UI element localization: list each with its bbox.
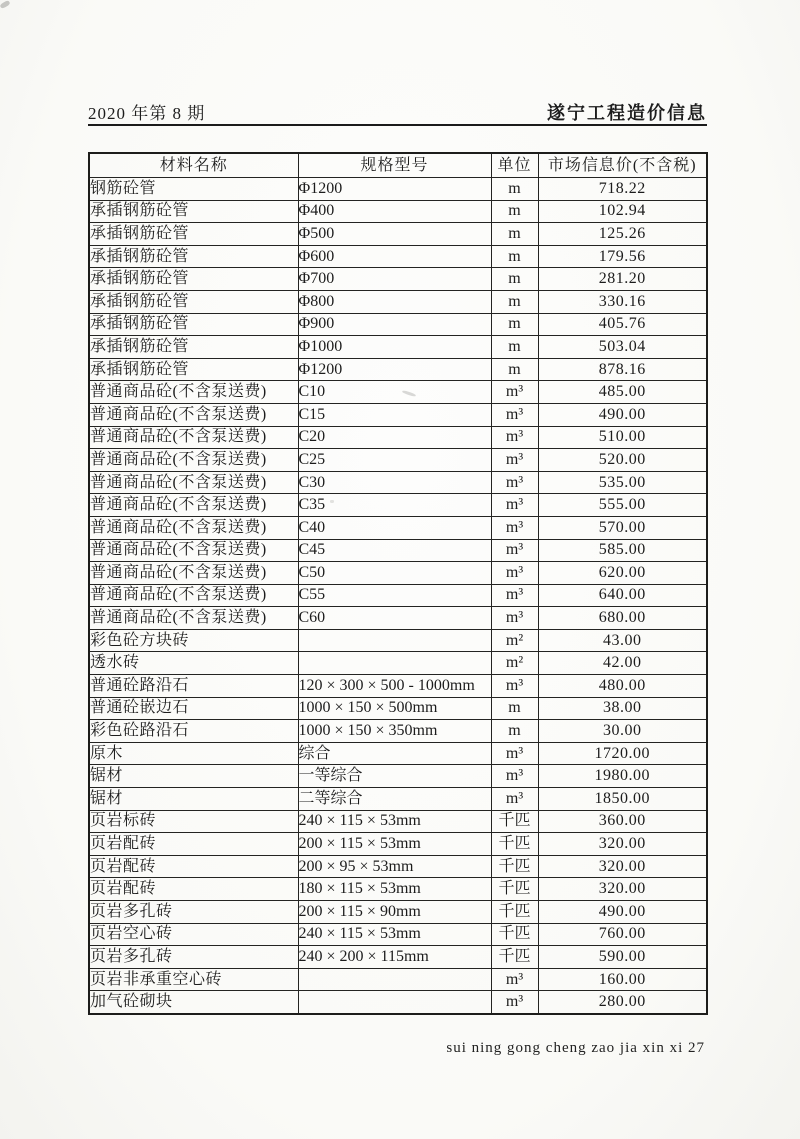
unit-cell: m³ <box>491 788 538 811</box>
spec-cell: 1000 × 150 × 500mm <box>298 697 491 720</box>
unit-cell: m <box>491 313 538 336</box>
spec-cell: C20 <box>298 426 491 449</box>
spec-cell: C40 <box>298 516 491 539</box>
unit-cell: 千匹 <box>491 855 538 878</box>
spec-cell: Φ1200 <box>298 358 491 381</box>
table-row <box>89 675 707 698</box>
unit-cell: m <box>491 336 538 359</box>
spec-cell: 240 × 200 × 115mm <box>298 946 491 969</box>
price-cell: 510.00 <box>538 426 707 449</box>
material-name-cell: 原木 <box>89 742 298 765</box>
unit-cell: m <box>491 720 538 743</box>
unit-cell: m³ <box>491 968 538 991</box>
price-cell: 590.00 <box>538 946 707 969</box>
table-row <box>89 765 707 788</box>
table-row <box>89 855 707 878</box>
material-name-cell: 承插钢筋砼管 <box>89 358 298 381</box>
unit-cell: m³ <box>491 584 538 607</box>
table-row <box>89 200 707 223</box>
table-row <box>89 268 707 291</box>
price-cell: 320.00 <box>538 878 707 901</box>
price-cell: 42.00 <box>538 652 707 675</box>
unit-cell: m³ <box>491 742 538 765</box>
price-cell: 160.00 <box>538 968 707 991</box>
header-rule <box>88 124 707 126</box>
table-row <box>89 697 707 720</box>
table-row <box>89 449 707 472</box>
spec-cell: C60 <box>298 607 491 630</box>
material-name-cell: 普通商品砼(不含泵送费) <box>89 471 298 494</box>
table-row <box>89 223 707 246</box>
unit-cell: m³ <box>491 765 538 788</box>
table-row <box>89 584 707 607</box>
material-name-cell: 普通商品砼(不含泵送费) <box>89 426 298 449</box>
spec-cell <box>298 968 491 991</box>
table-row <box>89 516 707 539</box>
spec-cell: Φ400 <box>298 200 491 223</box>
spec-cell: Φ900 <box>298 313 491 336</box>
table-row <box>89 991 707 1014</box>
unit-cell: 千匹 <box>491 946 538 969</box>
material-name-cell: 页岩非承重空心砖 <box>89 968 298 991</box>
table-row <box>89 607 707 630</box>
price-cell: 520.00 <box>538 449 707 472</box>
table-row <box>89 810 707 833</box>
price-cell: 480.00 <box>538 675 707 698</box>
unit-cell: m³ <box>491 494 538 517</box>
spec-cell: 200 × 115 × 90mm <box>298 901 491 924</box>
spec-cell: C30 <box>298 471 491 494</box>
unit-cell: 千匹 <box>491 833 538 856</box>
table-row <box>89 313 707 336</box>
unit-cell: 千匹 <box>491 878 538 901</box>
table-row <box>89 358 707 381</box>
column-header-unit: 单位 <box>491 153 538 178</box>
spec-cell: Φ1000 <box>298 336 491 359</box>
column-header-material: 材料名称 <box>89 153 298 178</box>
journal-title: 遂宁工程造价信息 <box>547 103 707 123</box>
spec-cell: C50 <box>298 562 491 585</box>
price-cell: 330.16 <box>538 290 707 313</box>
price-cell: 320.00 <box>538 833 707 856</box>
spec-cell: C10 <box>298 381 491 404</box>
price-cell: 640.00 <box>538 584 707 607</box>
price-cell: 503.04 <box>538 336 707 359</box>
spec-cell: 180 × 115 × 53mm <box>298 878 491 901</box>
table-row <box>89 178 707 201</box>
unit-cell: m² <box>491 629 538 652</box>
unit-cell: m³ <box>491 426 538 449</box>
unit-cell: m <box>491 358 538 381</box>
material-name-cell: 承插钢筋砼管 <box>89 313 298 336</box>
column-header-spec: 规格型号 <box>298 153 491 178</box>
price-cell: 320.00 <box>538 855 707 878</box>
material-name-cell: 普通商品砼(不含泵送费) <box>89 562 298 585</box>
material-name-cell: 普通商品砼(不含泵送费) <box>89 516 298 539</box>
spec-cell: 综合 <box>298 742 491 765</box>
material-name-cell: 锯材 <box>89 788 298 811</box>
material-name-cell: 彩色砼方块砖 <box>89 629 298 652</box>
material-name-cell: 透水砖 <box>89 652 298 675</box>
table-row <box>89 833 707 856</box>
unit-cell: m³ <box>491 607 538 630</box>
spec-cell: C55 <box>298 584 491 607</box>
table-row <box>89 403 707 426</box>
price-table-body <box>89 178 707 1014</box>
price-cell: 570.00 <box>538 516 707 539</box>
material-name-cell: 页岩多孔砖 <box>89 946 298 969</box>
unit-cell: m <box>491 200 538 223</box>
issue-label: 2020 年第 8 期 <box>88 104 206 123</box>
spec-cell: 200 × 95 × 53mm <box>298 855 491 878</box>
table-row <box>89 720 707 743</box>
table-row <box>89 494 707 517</box>
price-cell: 405.76 <box>538 313 707 336</box>
price-cell: 43.00 <box>538 629 707 652</box>
material-name-cell: 钢筋砼管 <box>89 178 298 201</box>
material-name-cell: 普通商品砼(不含泵送费) <box>89 381 298 404</box>
price-cell: 102.94 <box>538 200 707 223</box>
table-row <box>89 336 707 359</box>
price-cell: 490.00 <box>538 403 707 426</box>
column-header-price: 市场信息价(不含税) <box>538 153 707 178</box>
material-name-cell: 普通商品砼(不含泵送费) <box>89 449 298 472</box>
price-cell: 30.00 <box>538 720 707 743</box>
spec-cell: Φ800 <box>298 290 491 313</box>
table-header-row <box>89 153 707 178</box>
price-cell: 281.20 <box>538 268 707 291</box>
table-row <box>89 968 707 991</box>
material-name-cell: 承插钢筋砼管 <box>89 290 298 313</box>
table-row <box>89 901 707 924</box>
unit-cell: m³ <box>491 471 538 494</box>
unit-cell: m <box>491 268 538 291</box>
table-row <box>89 878 707 901</box>
price-cell: 555.00 <box>538 494 707 517</box>
material-name-cell: 承插钢筋砼管 <box>89 268 298 291</box>
price-cell: 535.00 <box>538 471 707 494</box>
material-name-cell: 普通商品砼(不含泵送费) <box>89 494 298 517</box>
unit-cell: 千匹 <box>491 810 538 833</box>
material-name-cell: 普通砼嵌边石 <box>89 697 298 720</box>
table-row <box>89 652 707 675</box>
price-cell: 179.56 <box>538 245 707 268</box>
spec-cell: Φ1200 <box>298 178 491 201</box>
page-header <box>88 99 707 125</box>
spec-cell: 120 × 300 × 500 - 1000mm <box>298 675 491 698</box>
unit-cell: m³ <box>491 516 538 539</box>
price-table <box>88 152 708 1015</box>
material-name-cell: 页岩配砖 <box>89 855 298 878</box>
unit-cell: m³ <box>491 991 538 1014</box>
spec-cell: Φ500 <box>298 223 491 246</box>
unit-cell: m <box>491 290 538 313</box>
unit-cell: m³ <box>491 675 538 698</box>
material-name-cell: 页岩配砖 <box>89 833 298 856</box>
spec-cell: C15 <box>298 403 491 426</box>
price-cell: 680.00 <box>538 607 707 630</box>
material-name-cell: 普通商品砼(不含泵送费) <box>89 403 298 426</box>
table-row <box>89 946 707 969</box>
price-cell: 1720.00 <box>538 742 707 765</box>
unit-cell: m <box>491 223 538 246</box>
unit-cell: m³ <box>491 449 538 472</box>
table-row <box>89 923 707 946</box>
unit-cell: m <box>491 697 538 720</box>
price-cell: 1980.00 <box>538 765 707 788</box>
material-name-cell: 彩色砼路沿石 <box>89 720 298 743</box>
material-name-cell: 普通商品砼(不含泵送费) <box>89 539 298 562</box>
spec-cell <box>298 652 491 675</box>
material-name-cell: 页岩标砖 <box>89 810 298 833</box>
unit-cell: m³ <box>491 539 538 562</box>
scan-speck <box>0 0 11 9</box>
unit-cell: m <box>491 178 538 201</box>
table-row <box>89 539 707 562</box>
spec-cell: 240 × 115 × 53mm <box>298 810 491 833</box>
price-cell: 490.00 <box>538 901 707 924</box>
price-cell: 718.22 <box>538 178 707 201</box>
table-row <box>89 290 707 313</box>
spec-cell: C45 <box>298 539 491 562</box>
material-name-cell: 普通商品砼(不含泵送费) <box>89 607 298 630</box>
table-row <box>89 629 707 652</box>
unit-cell: m³ <box>491 562 538 585</box>
material-name-cell: 普通商品砼(不含泵送费) <box>89 584 298 607</box>
table-row <box>89 381 707 404</box>
price-cell: 760.00 <box>538 923 707 946</box>
price-cell: 125.26 <box>538 223 707 246</box>
spec-cell: 200 × 115 × 53mm <box>298 833 491 856</box>
price-cell: 878.16 <box>538 358 707 381</box>
table-row <box>89 742 707 765</box>
spec-cell <box>298 629 491 652</box>
spec-cell: 一等综合 <box>298 765 491 788</box>
price-cell: 485.00 <box>538 381 707 404</box>
spec-cell: Φ700 <box>298 268 491 291</box>
unit-cell: m³ <box>491 403 538 426</box>
material-name-cell: 承插钢筋砼管 <box>89 245 298 268</box>
material-name-cell: 承插钢筋砼管 <box>89 200 298 223</box>
price-cell: 1850.00 <box>538 788 707 811</box>
material-name-cell: 锯材 <box>89 765 298 788</box>
material-name-cell: 页岩多孔砖 <box>89 901 298 924</box>
price-cell: 360.00 <box>538 810 707 833</box>
spec-cell: 240 × 115 × 53mm <box>298 923 491 946</box>
price-cell: 280.00 <box>538 991 707 1014</box>
spec-cell: C35 <box>298 494 491 517</box>
spec-cell: C25 <box>298 449 491 472</box>
unit-cell: m² <box>491 652 538 675</box>
table-row <box>89 471 707 494</box>
spec-cell: 二等综合 <box>298 788 491 811</box>
spec-cell: Φ600 <box>298 245 491 268</box>
price-cell: 620.00 <box>538 562 707 585</box>
material-name-cell: 承插钢筋砼管 <box>89 336 298 359</box>
material-name-cell: 普通砼路沿石 <box>89 675 298 698</box>
page-footer: sui ning gong cheng zao jia xin xi 27 <box>446 1040 705 1056</box>
table-row <box>89 245 707 268</box>
unit-cell: 千匹 <box>491 923 538 946</box>
material-name-cell: 页岩空心砖 <box>89 923 298 946</box>
unit-cell: 千匹 <box>491 901 538 924</box>
price-cell: 38.00 <box>538 697 707 720</box>
material-name-cell: 加气砼砌块 <box>89 991 298 1014</box>
spec-cell: 1000 × 150 × 350mm <box>298 720 491 743</box>
spec-cell <box>298 991 491 1014</box>
unit-cell: m <box>491 245 538 268</box>
table-row <box>89 562 707 585</box>
material-name-cell: 承插钢筋砼管 <box>89 223 298 246</box>
unit-cell: m³ <box>491 381 538 404</box>
material-name-cell: 页岩配砖 <box>89 878 298 901</box>
price-cell: 585.00 <box>538 539 707 562</box>
table-row <box>89 788 707 811</box>
table-row <box>89 426 707 449</box>
